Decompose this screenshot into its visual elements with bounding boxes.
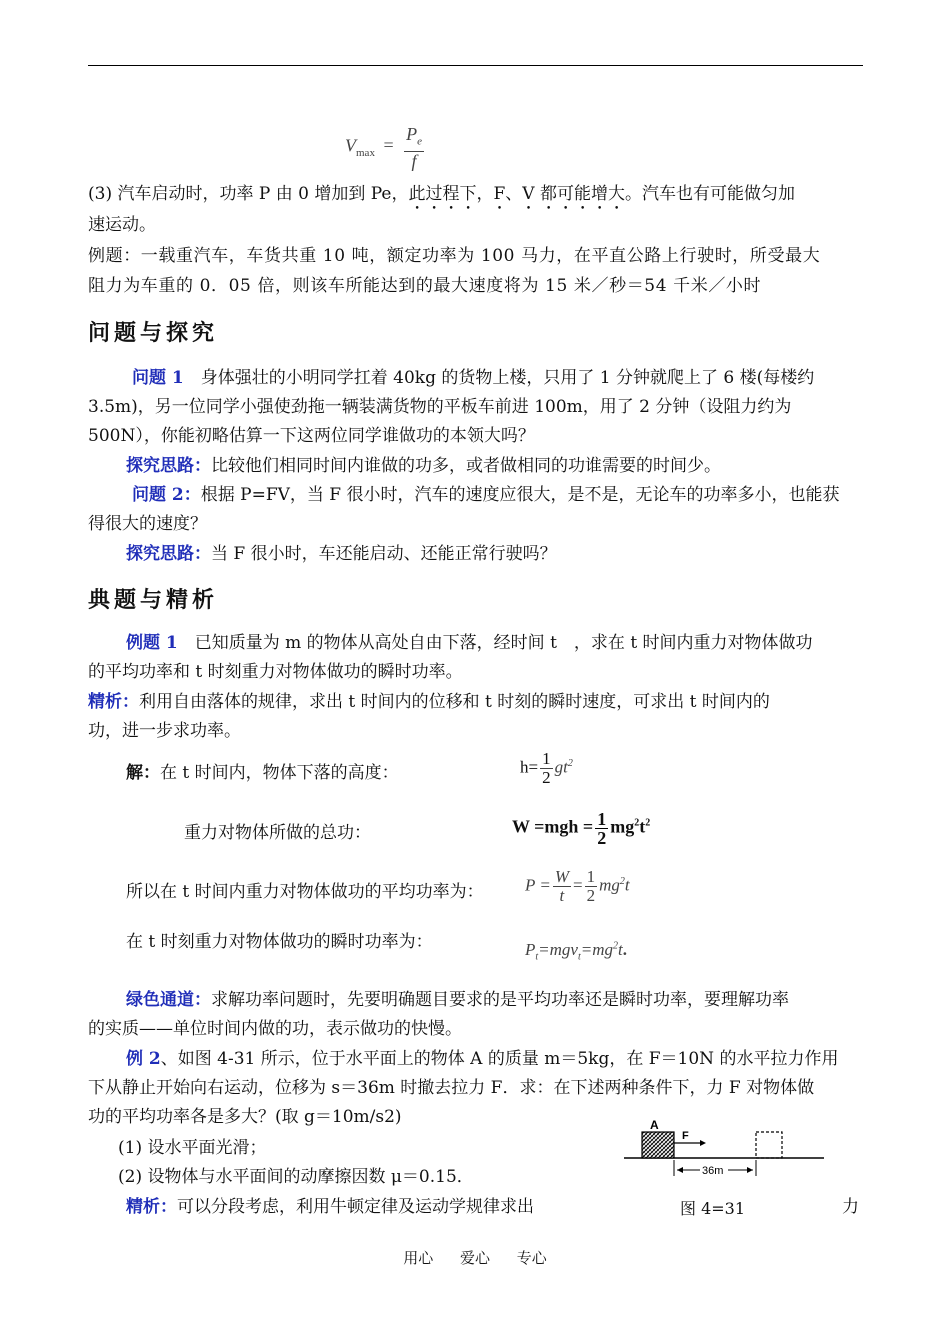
section-title-inquiry: 问题与探究 [88,321,219,346]
instant-power-formula: $P_t=mgv_t=mg^2t$. [525,940,627,963]
question2-hint: 探究思路：当 F 很小时，车还能启动、还能正常行驶吗？ [126,544,557,564]
green-channel-line1: 绿色通道：求解功率问题时，先要明确题目要求的是平均功率还是瞬时功率，要理解功率 [126,990,789,1010]
question2-line2: 得很大的速度？ [88,514,207,534]
block-a-label: A [650,1120,659,1132]
question1-line2: 3.5m)，另一位同学小强使劲拖一辆装满货物的平板车前进 100m，用了 2 分钟（设阻力约为 [88,397,792,417]
block-a [642,1132,674,1158]
force-arrowhead [700,1140,706,1146]
example2-line1: 例 2、如图 4-31 所示，位于水平面上的物体 A 的质量 m＝5kg，在 F＝10N 的水平拉力作用 [126,1049,839,1069]
block-diagram [620,1120,830,1180]
example1-line1: 例题 1 已知质量为 m 的物体从高处自由下落，经时间 t ，求在 t 时间内重力对物体做功 [126,633,813,653]
distance-label: 36m [702,1165,724,1177]
example1-analysis1: 精析：利用自由落体的规律，求出 t 时间内的位移和 t 时刻的瞬时速度，可求出 t 时间内的 [88,692,770,712]
figure-4-31 [620,1120,830,1220]
question2-line1: 问题 2：根据 P=FV，当 F 很小时，汽车的速度应很大，是不是，无论车的功率多小，也能获 [132,485,840,505]
section-title-examples: 典题与精析 [88,588,219,613]
green-channel-line2: 的实质——单位时间内做的功，表示做功的快慢。 [88,1019,462,1039]
question2-label: 问题 2： [132,485,201,505]
para3-emphasis: 此过程下，F、V 都可能增大 [408,184,625,204]
question1-line3: 500N），你能初略估算一下这两位同学谁做功的本领大吗？ [88,426,535,446]
solution-line4: 在 t 时刻重力对物体做功的瞬时功率为： [126,932,433,952]
example-line1: 例题：一载重汽车，车货共重 10 吨，额定功率为 100 马力，在平直公路上行驶时，所受最大 [88,246,821,266]
solution-line1: 解：在 t 时间内，物体下落的高度： [126,763,399,783]
example1-analysis2: 功，进一步求功率。 [88,721,241,741]
question1-label: 问题 1 [132,368,184,388]
figure-caption: 图 4=31 [680,1199,746,1218]
work-formula: W =mgh = $\frac{1}{2}$ $mg^2t^2$ [512,809,651,848]
header-rule [88,65,863,66]
example2-line3: 功的平均功率各是多大？(取 g＝10m/s2) [88,1107,402,1127]
example2-label: 例 2 [126,1049,161,1069]
average-power-formula: P = $\frac{W}{t}$ = $\frac{1}{2}$ $mg^2t$ [525,867,630,905]
example2-condition1: (1) 设水平面光滑； [118,1138,267,1158]
example2-analysis: 精析：可以分段考虑，利用牛顿定律及运动学规律求出 [126,1197,534,1217]
example1-label: 例题 1 [126,633,178,653]
height-formula: h= $\frac{1}{2}$ $gt^2$ [520,749,573,787]
question1-line1: 问题 1 身体强壮的小明同学扛着 40kg 的货物上楼，只用了 1 分钟就爬上了 6 楼(每楼约 [132,368,815,388]
solution-line3: 所以在 t 时间内重力对物体做功的平均功率为： [126,882,484,902]
example1-line2: 的平均功率和 t 时刻重力对物体做功的瞬时功率。 [88,662,463,682]
example2-condition2: (2) 设物体与水平面间的动摩擦因数 μ＝0.15． [118,1167,474,1187]
para3-line1: (3) 汽车启动时，功率 P 由 0 增加到 Pe，此过程下，F、V 都可能增大。汽车也有可能做匀加 [88,184,795,204]
solution-line2: 重力对物体所做的总功： [184,823,371,843]
example2-line2: 下从静止开始向右运动，位移为 s＝36m 时撤去拉力 F．求：在下述两种条件下，力 F 对物体做 [88,1078,815,1098]
para3-line2: 速运动。 [88,215,156,235]
force-label: F [682,1130,689,1142]
page-footer: 用心 爱心 专心 [403,1249,547,1267]
vmax-formula: $V_{max}$ = $\frac{P_e}{f}$ [345,124,422,171]
block-final-position [756,1132,782,1158]
example2-trailing-char: 力 [842,1197,859,1217]
question1-hint: 探究思路：比较他们相同时间内谁做的功多，或者做相同的功谁需要的时间少。 [126,456,721,476]
example-line2: 阻力为车重的 0．05 倍，则该车所能达到的最大速度将为 15 米／秒＝54 千米／小时 [88,276,762,296]
